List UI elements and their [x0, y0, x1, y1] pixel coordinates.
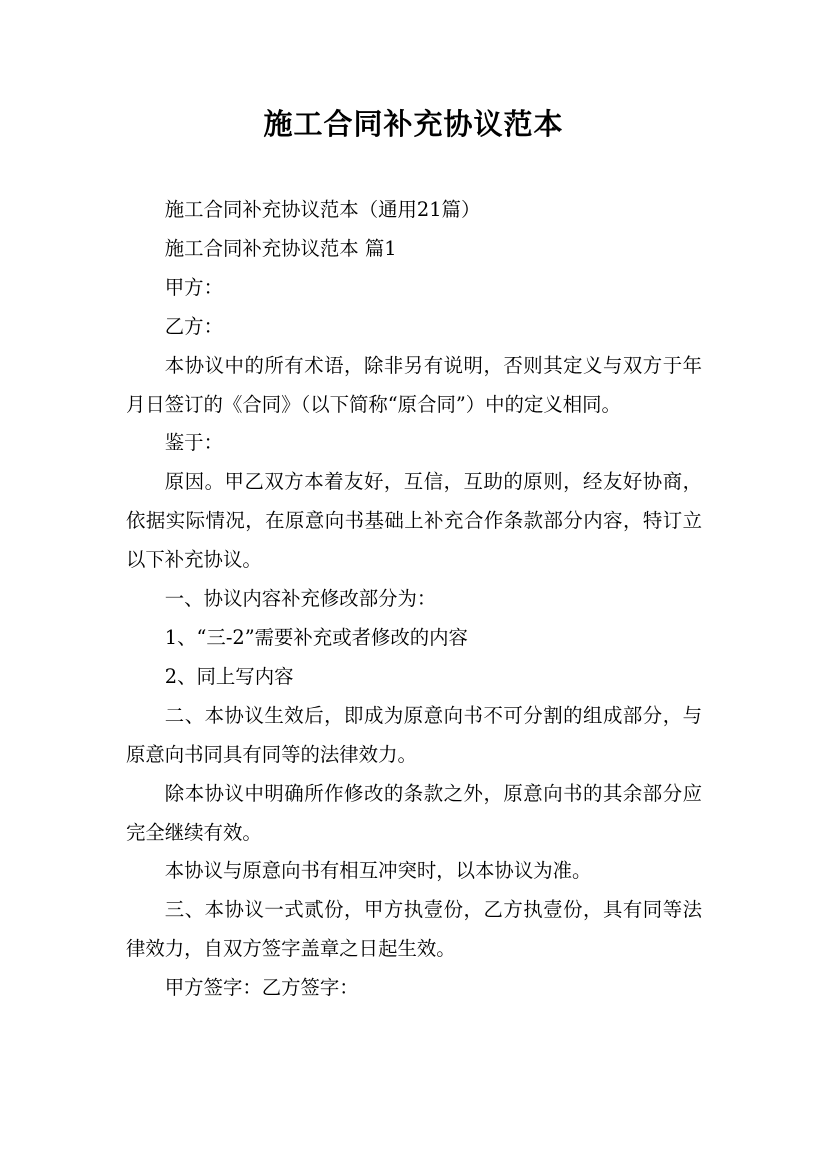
paragraph-clause-2: 二、本协议生效后，即成为原意向书不可分割的组成部分，与原意向书同具有同等的法律效力。 [126, 703, 702, 766]
paragraph-item-1: 1、“三-2”需要补充或者修改的内容 [164, 625, 468, 649]
document-title: 施工合同补充协议范本 [263, 107, 564, 141]
paragraph-clause-3: 三、本协议一式贰份，甲方执壹份，乙方执壹份，具有同等法律效力，自双方签字盖章之日起生效。 [126, 898, 702, 961]
paragraph-subtitle: 施工合同补充协议范本（通用21篇） [164, 198, 481, 221]
paragraph-precedence: 本协议与原意向书有相互冲突时，以本协议为准。 [164, 859, 592, 883]
paragraph-reason: 原因。甲乙双方本着友好，互信，互助的原则，经友好协商，依据实际情况，在原意向书基础上补充合作条款部分内容，特订立以下补充协议。 [126, 470, 702, 572]
paragraph-signatures: 甲方签字：乙方签字： [164, 976, 359, 1000]
paragraph-whereas: 鉴于： [164, 431, 223, 455]
paragraph-chapter-heading: 施工合同补充协议范本 篇1 [164, 236, 397, 260]
paragraph-item-2: 2、同上写内容 [164, 664, 294, 688]
paragraph-party-b: 乙方： [164, 314, 223, 338]
paragraph-party-a: 甲方： [164, 275, 223, 299]
paragraph-clause-1: 一、协议内容补充修改部分为： [164, 587, 437, 611]
document-body [126, 191, 702, 1008]
paragraph-definitions: 本协议中的所有术语，除非另有说明，否则其定义与双方于年月日签订的《合同》（以下简称“原合同”）中的定义相同。 [126, 353, 702, 416]
paragraph-remaining-valid: 除本协议中明确所作修改的条款之外，原意向书的其余部分应完全继续有效。 [126, 781, 702, 844]
